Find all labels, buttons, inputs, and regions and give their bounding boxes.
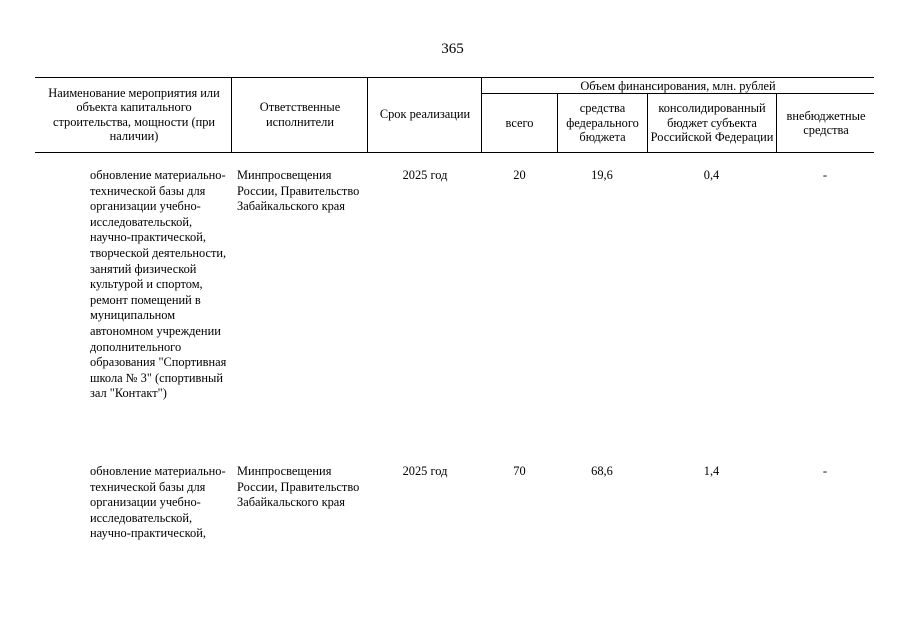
row-federal: 68,6 [591,464,613,478]
row-federal: 19,6 [591,168,613,182]
row-executors: Минпросвещения России, Правительство Забайкальского края [237,168,360,214]
header-total: всего [505,115,534,130]
header-term: Срок реализации [379,107,471,122]
header-name: Наименование мероприятия или объекта капитального строительства, мощности (при наличии) [48,85,220,143]
header-extra: внебюджетные средства [786,108,866,137]
row-name: обновление материально-технической базы для организации учебно-исследовательской, научно-практической, творческой деятельности, занятий физической культурой и спортом, ремонт помещений в муниципальном автономном учреждении дополнительного образования "Спортивная школа № 3" (спортивный зал "Контакт") [90,168,227,401]
row-term: 2025 год [402,464,448,478]
row-extra: - [822,168,828,182]
row-regional: 0,4 [703,168,720,182]
column-divider [367,77,368,153]
header-financing: Объем финансирования, млн. рублей [580,79,776,93]
column-divider [231,77,232,153]
row-regional: 1,4 [703,464,720,478]
header-federal: средства федерального бюджета [566,101,639,145]
page-number: 365 [441,41,464,57]
row-total: 20 [513,168,526,182]
header-executors: Ответственные исполнители [259,100,341,129]
row-term: 2025 год [402,168,448,182]
header-regional: консолидированный бюджет субъекта Российской Федерации [650,101,774,145]
column-divider [557,93,558,153]
column-divider [776,93,777,153]
header-bottom-border [35,152,874,153]
row-extra: - [822,464,828,478]
row-executors: Минпросвещения России, Правительство Забайкальского края [237,464,360,510]
row-total: 70 [513,464,526,478]
row-name: обновление материально-технической базы для организации учебно-исследовательской, научно-практической, [90,464,226,541]
